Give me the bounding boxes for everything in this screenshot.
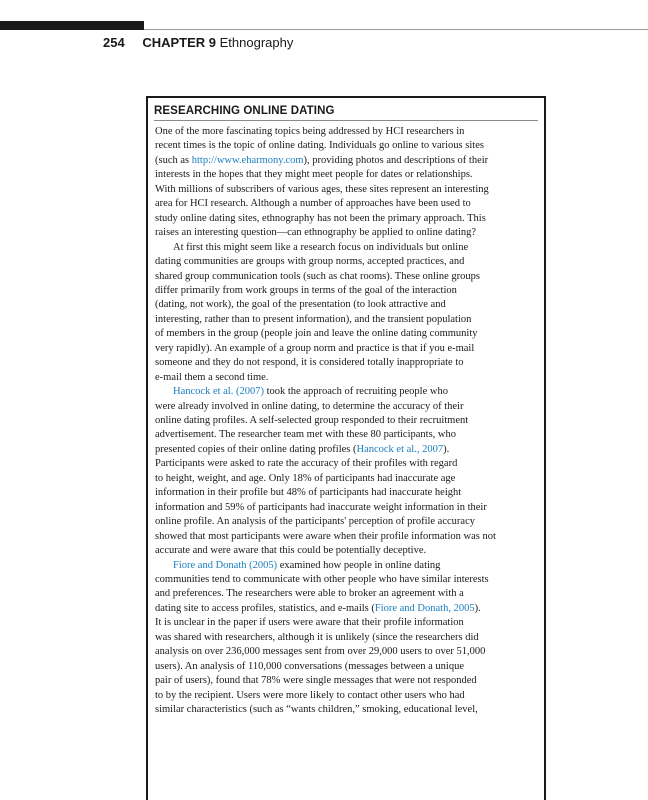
- box-heading: RESEARCHING ONLINE DATING: [154, 103, 538, 121]
- body-line: [155, 530, 496, 544]
- body-text: showed that most participants were aware when their profile information was not: [155, 530, 496, 542]
- body-text: of members in the group (people join and leave the online dating community: [155, 328, 478, 340]
- body-text: interesting, rather than to present information), and the transient population: [155, 313, 472, 325]
- body-line: [155, 660, 464, 674]
- body-line: [155, 544, 426, 558]
- body-line: [173, 385, 448, 399]
- body-text: to height, weight, and age. Only 18% of participants had inaccurate age: [155, 472, 456, 484]
- body-line: [155, 270, 480, 284]
- chapter-title: Ethnography: [219, 35, 294, 50]
- body-text: One of the more fascinating topics being addressed by HCI researchers in: [155, 126, 465, 137]
- body-text: differ primarily from work groups in terms of the goal of the interaction: [155, 284, 457, 296]
- body-line: [155, 573, 489, 587]
- body-text: online profile. An analysis of the participants' perception of profile accuracy: [155, 516, 475, 528]
- body-text: took the approach of recruiting people who: [263, 386, 448, 398]
- body-text: pair of users), found that 78% were single messages that were not responded: [155, 675, 477, 687]
- body-text: were already involved in online dating, to determine the accuracy of their: [155, 400, 464, 412]
- body-text: to by the recipient. Users were more likely to contact other users who had: [155, 689, 465, 701]
- citation-link[interactable]: Hancock et al. (2007): [173, 386, 264, 398]
- body-line: [155, 587, 464, 601]
- body-text: ), providing photos and descriptions of their: [303, 154, 489, 166]
- body-line: [155, 327, 478, 341]
- body-text: accurate and were aware that this could be potentially deceptive.: [155, 545, 427, 557]
- body-line: [155, 255, 464, 269]
- body-line: [173, 241, 468, 255]
- body-line: [155, 168, 473, 182]
- body-line: [155, 428, 456, 442]
- body-line: [155, 616, 464, 630]
- body-line: [155, 515, 475, 529]
- body-line: [155, 284, 457, 298]
- citation-link[interactable]: Fiore and Donath (2005): [173, 559, 278, 571]
- body-text: With millions of subscribers of various ages, these sites represent an interesting: [155, 183, 489, 195]
- citation-link[interactable]: http://www.eharmony.com: [191, 154, 304, 166]
- body-text: It is unclear in the paper if users were aware that their profile information: [155, 617, 464, 629]
- chapter-label: CHAPTER 9: [142, 35, 217, 50]
- body-line: [155, 139, 484, 153]
- body-line: [155, 298, 446, 312]
- body-text: area for HCI research. Although a number of approaches have been used to: [155, 198, 471, 210]
- body-line: [155, 125, 464, 139]
- body-text: information in their profile but 48% of participants had inaccurate height: [155, 487, 462, 499]
- body-text: (dating, not work), the goal of the presentation (to look attractive and: [155, 299, 446, 311]
- body-line: [155, 472, 455, 486]
- header-rule: [144, 29, 648, 30]
- page-number: 254: [103, 35, 125, 50]
- body-text: e-mail them a second time.: [155, 371, 269, 383]
- body-text: online dating profiles. A self-selected group responded to their recruitment: [155, 415, 469, 426]
- body-text: shared group communication tools (such as chat rooms). These online groups: [155, 270, 480, 282]
- header-bar: [0, 21, 144, 30]
- body-line: [155, 703, 478, 717]
- body-line: [155, 602, 481, 616]
- body-line: [155, 342, 474, 356]
- body-line: [173, 559, 440, 573]
- body-text: analysis on over 236,000 messages sent from over 29,000 users to over 51,000: [155, 646, 486, 658]
- body-text: and preferences. The researchers were able to broker an agreement with a: [155, 588, 464, 600]
- body-line: [155, 313, 471, 327]
- body-text: examined how people in online dating: [277, 559, 441, 571]
- citation-link[interactable]: Hancock et al., 2007: [356, 443, 444, 455]
- body-text: was shared with researchers, although it is unlikely (since the researchers did: [155, 631, 479, 643]
- sidebar-box: [146, 96, 546, 800]
- body-text: advertisement. The researcher team met with these 80 participants, who: [155, 429, 456, 441]
- body-text: ).: [443, 443, 450, 455]
- body-text: (such as: [155, 154, 192, 166]
- body-line: [155, 645, 485, 659]
- body-text: dating site to access profiles, statistics, and e-mails (: [155, 602, 375, 614]
- body-line: [155, 371, 268, 385]
- body-text: dating communities are groups with group norms, accepted practices, and: [155, 256, 465, 268]
- body-line: [155, 674, 477, 688]
- body-line: [155, 183, 489, 197]
- body-text: raises an interesting question—can ethnography be applied to online dating?: [155, 227, 477, 239]
- body-text: recent times is the topic of online dating. Individuals go online to various sites: [155, 140, 484, 152]
- body-line: [155, 226, 476, 240]
- body-line: [155, 457, 457, 471]
- body-line: [155, 197, 471, 211]
- body-text: presented copies of their online dating profiles (: [155, 443, 357, 455]
- body-line: [155, 501, 487, 515]
- body-line: [155, 414, 468, 428]
- body-line: [155, 631, 479, 645]
- citation-link[interactable]: Fiore and Donath, 2005: [374, 602, 475, 614]
- body-text: interests in the hopes that they might meet people for dates or relationships.: [155, 169, 473, 181]
- body-text: Participants were asked to rate the accuracy of their profiles with regard: [155, 458, 458, 470]
- body-text: ).: [474, 602, 481, 614]
- body-line: [155, 486, 461, 500]
- body-text: similar characteristics (such as “wants children,” smoking, educational level,: [155, 704, 478, 715]
- body-line: [155, 356, 464, 370]
- body-text: someone and they do not respond, it is considered totally inappropriate to: [155, 357, 464, 369]
- body-line: [155, 154, 488, 168]
- body-text: study online dating sites, ethnography has not been the primary approach. This: [155, 212, 486, 224]
- body-line: [155, 443, 449, 457]
- body-text: communities tend to communicate with other people who have similar interests: [155, 573, 489, 585]
- body-text: very rapidly). An example of a group norm and practice is that if you e-mail: [155, 342, 475, 354]
- body-text: users). An analysis of 110,000 conversations (messages between a unique: [155, 660, 464, 672]
- body-line: [155, 689, 465, 703]
- body-text: At first this might seem like a research focus on individuals but online: [173, 241, 469, 253]
- body-line: [155, 212, 486, 226]
- body-text: information and 59% of participants had inaccurate weight information in their: [155, 501, 487, 513]
- body-line: [155, 400, 463, 414]
- running-head: [103, 34, 293, 52]
